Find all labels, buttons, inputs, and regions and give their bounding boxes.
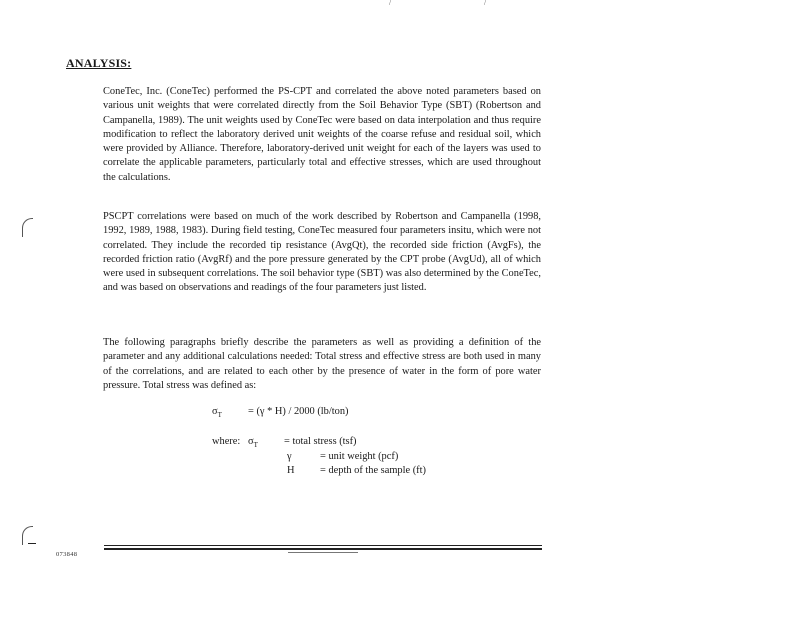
paragraph-pscpt-correlations: PSCPT correlations were based on much of the work described by Robertson and Campanella (1998, 1992, 1989, 1988, 1983). During field testing, ConeTec measured four parameters insitu, which were not correlated. They include the recorded tip resistance (AvgQt), the recorded side friction (AvgFs), the recorded friction ratio (AvgRf) and the pore pressure generated by the CPT probe (AvgUd), all of which were used in subsequent correlations. The soil behavior type (SBT) was also determined by the ConeTec, and was based on observations and readings of the four parameters just listed. bbox=[103, 211, 541, 294]
paragraph-parameters: The following paragraphs briefly describe the parameters as well as providing a definition of the parameter and any additional calculations needed: Total stress and effective stress are both used in many of the correlations, and are related to each other by the presence of water in the form of pore water pressure. Total stress was defined as: bbox=[103, 337, 541, 391]
where-label: where: bbox=[212, 436, 241, 447]
paragraph-conetec: ConeTec, Inc. (ConeTec) performed the PS-CPT and correlated the above noted parameters based on various unit weights that were correlated directly from the Soil Behavior Type (SBT) (Robertson and Campanella, 1989). The unit weights used by ConeTec were based on data interpolation and thus require modification to reflect the laboratory derived unit weights of the coarse refuse and residual soil, which were provided by Alliance. Therefore, laboratory-derived unit weight for each of the layers was used to correlate the applicable parameters, particularly total and effective stresses, which are used throughout the calculations. bbox=[103, 86, 541, 183]
punch-hole-mark bbox=[22, 218, 33, 237]
section-heading: ANALYSIS: bbox=[66, 56, 132, 70]
footer-rule-bottom bbox=[104, 548, 542, 550]
where-symbol-sigma: $\sigma_T$ bbox=[248, 436, 258, 450]
top-scan-fragment: / bbox=[484, 0, 487, 7]
definition-total-stress: = total stress (tsf) bbox=[284, 436, 357, 447]
top-scan-fragment: / bbox=[389, 0, 392, 7]
punch-hole-tick bbox=[28, 543, 36, 544]
footer-rule-top bbox=[104, 545, 542, 546]
where-symbol-gamma: γ bbox=[287, 451, 292, 462]
sigma-subscript: T bbox=[217, 411, 222, 420]
sigma-symbol: σ bbox=[212, 406, 218, 417]
formula-expression: = (γ * H) / 2000 (lb/ton) bbox=[248, 406, 349, 417]
document-number: 073848 bbox=[56, 551, 78, 558]
definition-depth: = depth of the sample (ft) bbox=[320, 465, 426, 476]
definition-unit-weight: = unit weight (pcf) bbox=[320, 451, 399, 462]
where-symbol-h: H bbox=[287, 465, 295, 476]
formula-total-stress bbox=[212, 406, 222, 419]
footer-rule-fragment bbox=[288, 552, 358, 553]
